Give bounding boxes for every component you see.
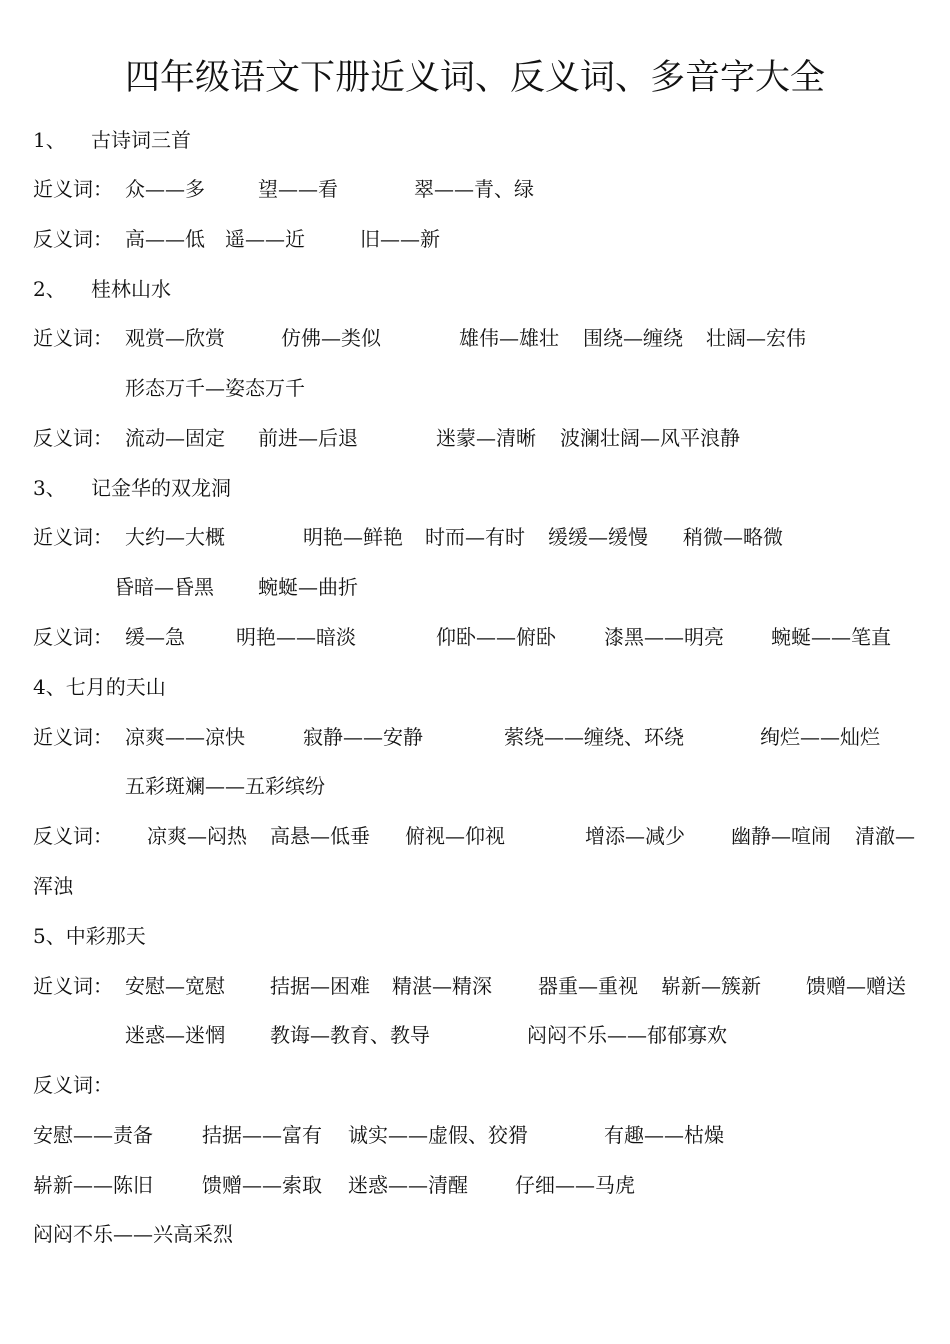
text-segment: 反义词： (33, 824, 113, 848)
text-segment: 安慰—宽慰 (125, 974, 225, 998)
text-segment: 浑浊 (33, 874, 73, 898)
text-segment: 缓—急 (125, 625, 185, 649)
text-segment: 4、七月的天山 (33, 675, 166, 699)
document-line (0, 771, 950, 801)
text-segment: 凉爽—闷热 (147, 824, 247, 848)
text-segment: 闷闷不乐——兴高采烈 (33, 1222, 233, 1246)
text-segment: 明艳—鲜艳 (303, 525, 403, 549)
text-segment: 绚烂——灿烂 (760, 725, 880, 749)
text-segment: 精湛—精深 (392, 974, 492, 998)
text-segment: 崭新—簇新 (661, 974, 761, 998)
document-line (0, 1070, 950, 1100)
text-segment: 时而—有时 (425, 525, 525, 549)
text-segment: 望——看 (258, 177, 338, 201)
document-line (0, 125, 950, 155)
text-segment: 近义词： (33, 326, 113, 350)
text-segment: 壮阔—宏伟 (706, 326, 806, 350)
text-segment: 器重—重视 (538, 974, 638, 998)
document-line (0, 971, 950, 1001)
document-line (0, 672, 950, 702)
text-segment: 蜿蜒——笔直 (771, 625, 891, 649)
text-segment: 围绕—缠绕 (583, 326, 683, 350)
document-line (0, 522, 950, 552)
text-segment: 幽静—喧闹 (731, 824, 831, 848)
document-line (0, 224, 950, 254)
text-segment: 拮据—困难 (270, 974, 370, 998)
text-segment: 馈赠——索取 (202, 1173, 322, 1197)
text-segment: 漆黑——明亮 (604, 625, 724, 649)
text-segment: 仔细——马虎 (515, 1173, 635, 1197)
document-line (0, 871, 950, 901)
text-segment: 安慰——责备 (33, 1123, 153, 1147)
document-line (0, 423, 950, 453)
text-segment: 迷惑——清醒 (348, 1173, 468, 1197)
document-line (0, 622, 950, 652)
text-segment: 有趣——枯燥 (604, 1123, 724, 1147)
text-segment: 近义词： (33, 974, 113, 998)
text-segment: 反义词： (33, 426, 113, 450)
text-segment: 闷闷不乐——郁郁寡欢 (527, 1023, 727, 1047)
text-segment: 迷惑—迷惘 (125, 1023, 225, 1047)
document-line (0, 572, 950, 602)
document-line (0, 174, 950, 204)
text-segment: 桂林山水 (91, 277, 171, 301)
text-segment: 缓缓—缓慢 (548, 525, 648, 549)
document-line (0, 373, 950, 403)
text-segment: 仿佛—类似 (281, 326, 381, 350)
document-line (0, 274, 950, 304)
text-segment: 仰卧——俯卧 (436, 625, 556, 649)
text-segment: 2、 (33, 277, 66, 301)
text-segment: 五彩斑斓——五彩缤纷 (125, 774, 325, 798)
text-segment: 反义词： (33, 625, 113, 649)
text-segment: 近义词： (33, 177, 113, 201)
text-segment: 高——低 (125, 227, 205, 251)
text-segment: 馈赠—赠送 (806, 974, 906, 998)
document-line (0, 722, 950, 752)
text-segment: 3、 (33, 476, 66, 500)
text-segment: 清澈— (855, 824, 915, 848)
text-segment: 稍微—略微 (683, 525, 783, 549)
text-segment: 俯视—仰视 (405, 824, 505, 848)
text-segment: 翠——青、绿 (414, 177, 534, 201)
text-segment: 迷蒙—清晰 (436, 426, 536, 450)
text-segment: 雄伟—雄壮 (459, 326, 559, 350)
document-line (0, 323, 950, 353)
document-line (0, 821, 950, 851)
document-line (0, 1120, 950, 1150)
document-line (0, 1170, 950, 1200)
text-segment: 波澜壮阔—风平浪静 (560, 426, 740, 450)
text-segment: 明艳——暗淡 (236, 625, 356, 649)
text-segment: 近义词： (33, 525, 113, 549)
text-segment: 流动—固定 (125, 426, 225, 450)
text-segment: 崭新——陈旧 (33, 1173, 153, 1197)
text-segment: 教诲—教育、教导 (270, 1023, 430, 1047)
text-segment: 诚实——虚假、狡猾 (348, 1123, 528, 1147)
text-segment: 凉爽——凉快 (125, 725, 245, 749)
text-segment: 蜿蜒—曲折 (258, 575, 358, 599)
text-segment: 观赏—欣赏 (125, 326, 225, 350)
text-segment: 旧——新 (360, 227, 440, 251)
text-segment: 记金华的双龙洞 (91, 476, 231, 500)
text-segment: 昏暗—昏黑 (114, 575, 214, 599)
text-segment: 1、 (33, 128, 66, 152)
page-title: 四年级语文下册近义词、反义词、多音字大全 (124, 58, 825, 98)
text-segment: 反义词： (33, 1073, 113, 1097)
text-segment: 近义词： (33, 725, 113, 749)
text-segment: 形态万千—姿态万千 (125, 376, 305, 400)
text-segment: 反义词： (33, 227, 113, 251)
text-segment: 增添—减少 (585, 824, 685, 848)
text-segment: 寂静——安静 (303, 725, 423, 749)
text-segment: 拮据——富有 (202, 1123, 322, 1147)
document-line (0, 473, 950, 503)
document-line (0, 1219, 950, 1249)
text-segment: 前进—后退 (258, 426, 358, 450)
document-line (0, 921, 950, 951)
text-segment: 古诗词三首 (91, 128, 191, 152)
document-line (0, 1020, 950, 1050)
text-segment: 萦绕——缠绕、环绕 (504, 725, 684, 749)
text-segment: 遥——近 (225, 227, 305, 251)
text-segment: 5、中彩那天 (33, 924, 146, 948)
text-segment: 众——多 (125, 177, 205, 201)
text-segment: 大约—大概 (125, 525, 225, 549)
text-segment: 高悬—低垂 (270, 824, 370, 848)
